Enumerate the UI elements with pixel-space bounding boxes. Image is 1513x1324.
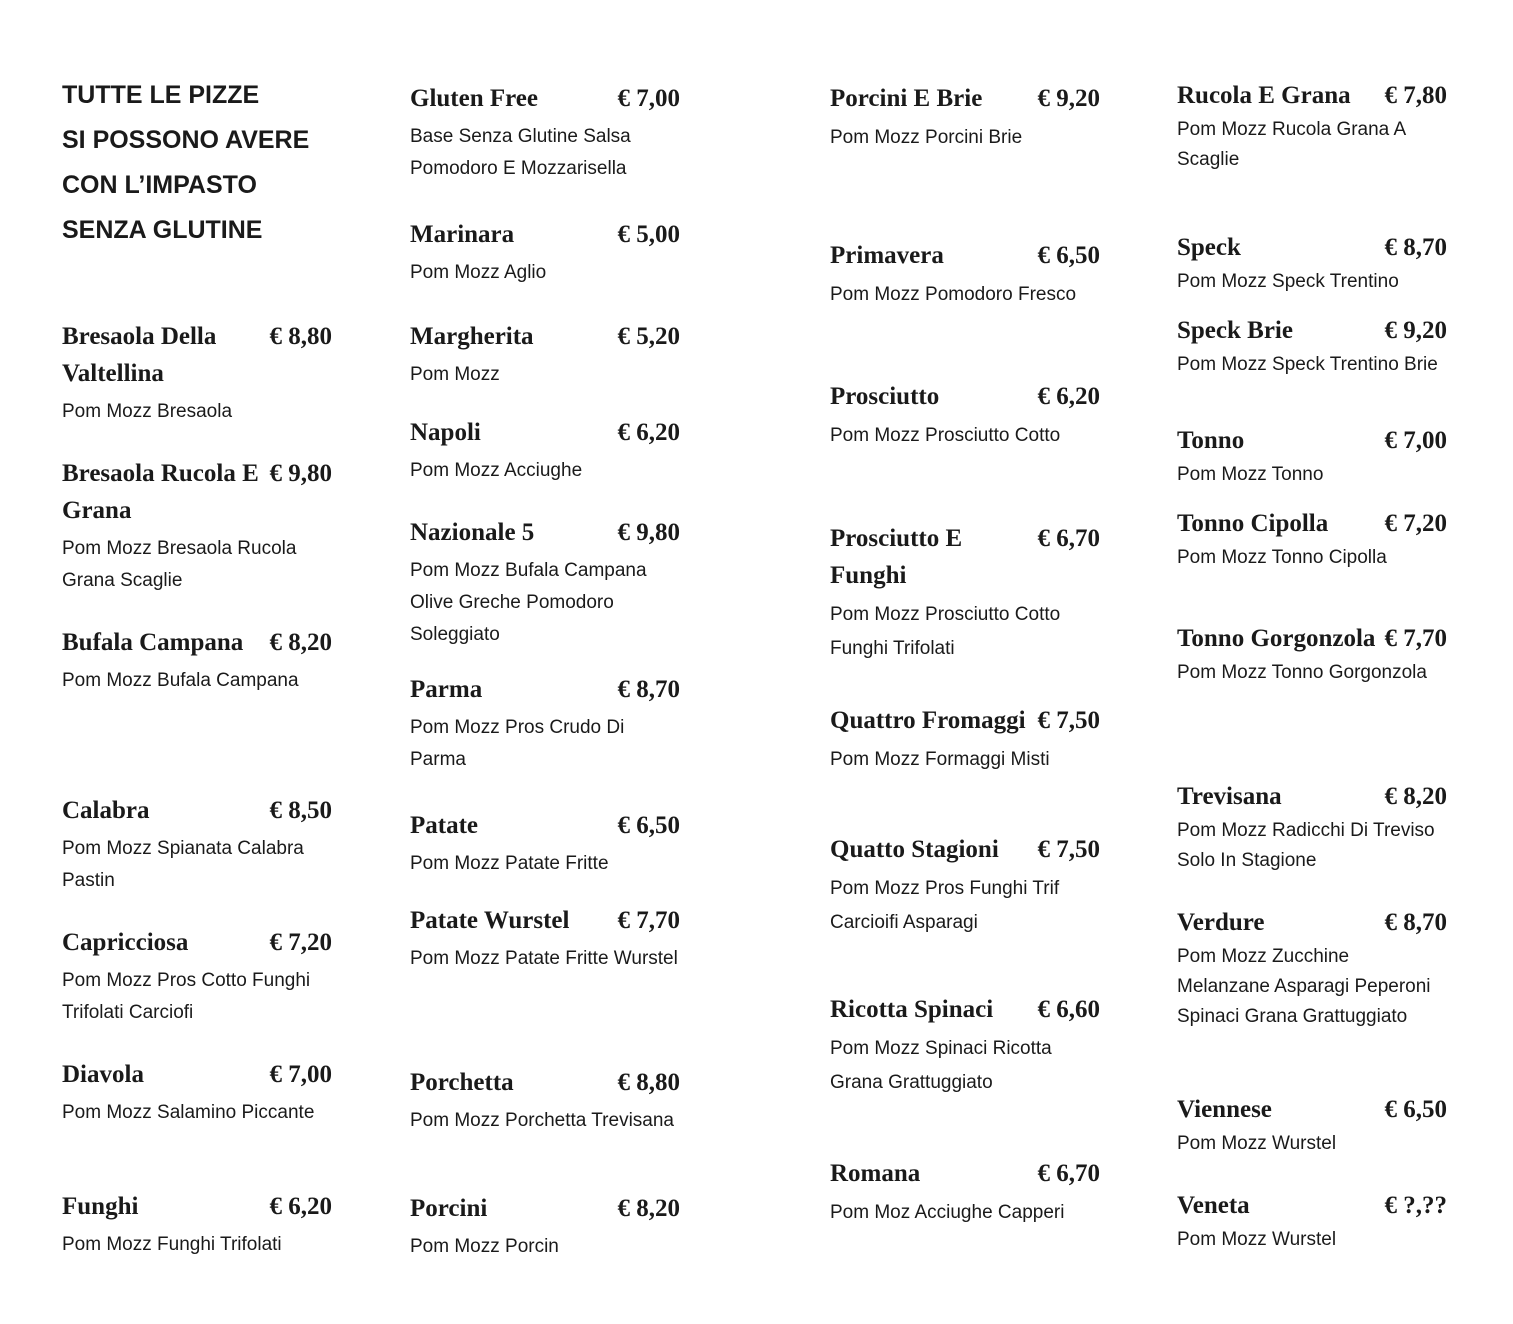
notice-line: SENZA GLUTINE (62, 216, 263, 244)
pizza-name: Tonno Gorgonzola (1177, 625, 1376, 652)
menu-item (830, 831, 1100, 940)
notice-line: TUTTE LE PIZZE (62, 81, 260, 109)
menu-item-header (830, 702, 1100, 739)
pizza-price: € 9,20 (1037, 85, 1100, 112)
menu-item (830, 80, 1100, 155)
menu-item (410, 1064, 680, 1137)
pizza-price: € 6,50 (1037, 242, 1100, 269)
menu-item-header (410, 671, 680, 708)
pizza-name: Nazionale 5 (410, 519, 535, 546)
menu-item-header (410, 318, 680, 355)
pizza-name: Speck Brie (1177, 317, 1293, 344)
pizza-name: Quatto Stagioni (830, 836, 999, 863)
menu-item (410, 671, 680, 776)
pizza-name: Gluten Free (410, 85, 538, 112)
menu-item-header (62, 318, 332, 392)
pizza-ingredients: Pom Mozz Wurstel (1177, 1229, 1337, 1250)
pizza-ingredients: Pom Mozz Patate Fritte (410, 853, 609, 874)
pizza-ingredients: Pom Mozz Radicchi Di Treviso Solo In Stagione (1177, 820, 1435, 871)
pizza-ingredients: Pom Mozz Salamino Piccante (62, 1102, 315, 1123)
pizza-price: € 9,80 (617, 519, 680, 546)
menu-item-header (62, 624, 332, 661)
pizza-name: Trevisana (1177, 783, 1282, 810)
menu-item-header (62, 924, 332, 961)
menu-item (1177, 907, 1447, 1032)
pizza-name: Patate Wurstel (410, 907, 570, 934)
pizza-price: € ?,?? (1384, 1192, 1447, 1219)
pizza-price: € 6,50 (617, 812, 680, 839)
menu-item-header (410, 80, 680, 117)
pizza-name: Rucola E Grana (1177, 82, 1351, 109)
pizza-name: Napoli (410, 419, 481, 446)
pizza-name: Bresaola Rucola E Grana (62, 460, 259, 524)
pizza-name: Margherita (410, 323, 534, 350)
pizza-price: € 7,70 (1384, 625, 1447, 652)
pizza-name: Porcini E Brie (830, 85, 983, 112)
menu-item (410, 216, 680, 289)
menu-item-header (410, 1190, 680, 1227)
menu-item-header (410, 807, 680, 844)
menu-item-header (830, 520, 1100, 594)
menu-item-header (830, 1155, 1100, 1192)
pizza-price: € 8,20 (1384, 783, 1447, 810)
pizza-price: € 6,50 (1384, 1096, 1447, 1123)
pizza-name: Funghi (62, 1193, 139, 1220)
menu-item (62, 924, 332, 1029)
menu-item (62, 455, 332, 597)
pizza-price: € 7,00 (269, 1061, 332, 1088)
menu-item-header (1177, 508, 1447, 539)
pizza-price: € 7,50 (1037, 707, 1100, 734)
menu-item-header (62, 1056, 332, 1093)
pizza-ingredients: Pom Mozz Speck Trentino (1177, 271, 1399, 292)
pizza-price: € 8,20 (617, 1195, 680, 1222)
menu-item-header (410, 216, 680, 253)
menu-item (1177, 508, 1447, 573)
pizza-ingredients: Pom Mozz Speck Trentino Brie (1177, 354, 1438, 375)
menu-item-header (1177, 315, 1447, 346)
pizza-name: Calabra (62, 797, 150, 824)
menu-item-header (1177, 781, 1447, 812)
menu-item (410, 1190, 680, 1263)
gluten-free-notice (62, 73, 362, 253)
pizza-ingredients: Pom Mozz (410, 364, 500, 385)
pizza-ingredients: Pom Mozz Zucchine Melanzane Asparagi Peperoni Spinaci Grana Grattuggiato (1177, 946, 1431, 1027)
pizza-price: € 7,70 (617, 907, 680, 934)
menu-item (1177, 315, 1447, 380)
menu-item (410, 318, 680, 391)
pizza-name: Prosciutto (830, 383, 940, 410)
pizza-price: € 6,20 (1037, 383, 1100, 410)
menu-item-header (1177, 232, 1447, 263)
pizza-name: Parma (410, 676, 483, 703)
pizza-ingredients: Pom Mozz Prosciutto Cotto Funghi Trifolati (830, 604, 1061, 659)
menu-item-header (830, 991, 1100, 1028)
menu-item (830, 520, 1100, 666)
pizza-name: Patate (410, 812, 479, 839)
pizza-price: € 8,70 (1384, 909, 1447, 936)
pizza-ingredients: Pom Mozz Tonno Gorgonzola (1177, 662, 1427, 683)
pizza-ingredients: Pom Mozz Spinaci Ricotta Grana Grattuggiato (830, 1038, 1052, 1093)
menu-item (62, 318, 332, 428)
pizza-ingredients: Pom Mozz Pros Funghi Trif Carcioifi Asparagi (830, 878, 1060, 933)
pizza-price: € 6,70 (1037, 525, 1100, 552)
pizza-price: € 7,20 (1384, 510, 1447, 537)
menu-item-header (1177, 623, 1447, 654)
pizza-name: Quattro Fromaggi (830, 707, 1026, 734)
menu-item-header (410, 902, 680, 939)
menu-item-header (1177, 1094, 1447, 1125)
menu-item-header (1177, 80, 1447, 111)
pizza-price: € 8,50 (269, 797, 332, 824)
menu-item (830, 378, 1100, 453)
notice-line: SI POSSONO AVERE (62, 126, 310, 154)
pizza-name: Porcini (410, 1195, 488, 1222)
pizza-ingredients: Pom Mozz Porcin (410, 1236, 559, 1257)
menu-item-header (410, 1064, 680, 1101)
pizza-ingredients: Pom Mozz Rucola Grana A Scaglie (1177, 119, 1406, 170)
menu-item (830, 991, 1100, 1100)
menu-item (1177, 623, 1447, 688)
menu-item-header (410, 414, 680, 451)
menu-item-header (1177, 425, 1447, 456)
pizza-ingredients: Pom Mozz Formaggi Misti (830, 749, 1050, 770)
pizza-name: Viennese (1177, 1096, 1272, 1123)
pizza-name: Bufala Campana (62, 629, 244, 656)
pizza-price: € 9,80 (269, 460, 332, 487)
pizza-ingredients: Pom Mozz Pros Crudo Di Parma (410, 717, 625, 770)
pizza-price: € 8,80 (617, 1069, 680, 1096)
menu-item (1177, 80, 1447, 175)
pizza-price: € 5,00 (617, 221, 680, 248)
pizza-ingredients: Pom Mozz Pros Cotto Funghi Trifolati Carciofi (62, 970, 311, 1023)
pizza-name: Speck (1177, 234, 1241, 261)
menu-item (1177, 232, 1447, 297)
pizza-ingredients: Pom Mozz Bresaola (62, 401, 233, 422)
pizza-ingredients: Pom Mozz Tonno Cipolla (1177, 547, 1387, 568)
pizza-price: € 8,70 (617, 676, 680, 703)
menu-item-header (62, 455, 332, 529)
menu-item-header (1177, 907, 1447, 938)
pizza-price: € 8,70 (1384, 234, 1447, 261)
pizza-name: Marinara (410, 221, 515, 248)
pizza-ingredients: Pom Mozz Acciughe (410, 460, 583, 481)
pizza-price: € 7,00 (1384, 427, 1447, 454)
notice-line: CON L’IMPASTO (62, 171, 257, 199)
pizza-name: Diavola (62, 1061, 144, 1088)
pizza-price: € 8,80 (269, 323, 332, 350)
pizza-price: € 6,70 (1037, 1160, 1100, 1187)
menu-item-header (1177, 1190, 1447, 1221)
pizza-name: Bresaola Della Valtellina (62, 323, 217, 387)
menu-item (62, 792, 332, 897)
pizza-price: € 8,20 (269, 629, 332, 656)
menu-item (830, 702, 1100, 777)
menu-item (410, 902, 680, 975)
menu-item (410, 807, 680, 880)
menu-item (62, 1188, 332, 1261)
menu-item-header (410, 514, 680, 551)
menu-item (62, 1056, 332, 1129)
menu-item (62, 624, 332, 697)
pizza-ingredients: Base Senza Glutine Salsa Pomodoro E Mozzarisella (410, 126, 631, 179)
menu-item (830, 1155, 1100, 1230)
pizza-price: € 6,20 (617, 419, 680, 446)
pizza-name: Veneta (1177, 1192, 1250, 1219)
pizza-price: € 9,20 (1384, 317, 1447, 344)
menu-item (410, 80, 680, 185)
pizza-price: € 6,60 (1037, 996, 1100, 1023)
menu-item (410, 514, 680, 651)
menu-item-header (830, 831, 1100, 868)
pizza-ingredients: Pom Mozz Prosciutto Cotto (830, 425, 1061, 446)
menu-item (1177, 1190, 1447, 1255)
pizza-price: € 7,20 (269, 929, 332, 956)
pizza-ingredients: Pom Mozz Patate Fritte Wurstel (410, 948, 678, 969)
pizza-ingredients: Pom Mozz Aglio (410, 262, 547, 283)
pizza-ingredients: Pom Mozz Funghi Trifolati (62, 1234, 282, 1255)
menu-item (830, 237, 1100, 312)
pizza-ingredients: Pom Moz Acciughe Capperi (830, 1202, 1065, 1223)
pizza-ingredients: Pom Mozz Bufala Campana (62, 670, 299, 691)
menu-item (1177, 1094, 1447, 1159)
pizza-ingredients: Pom Mozz Porcini Brie (830, 127, 1023, 148)
menu-item-header (62, 1188, 332, 1225)
pizza-ingredients: Pom Mozz Pomodoro Fresco (830, 284, 1077, 305)
pizza-name: Verdure (1177, 909, 1265, 936)
pizza-ingredients: Pom Mozz Tonno (1177, 464, 1324, 485)
menu-item-header (830, 80, 1100, 117)
menu-item (410, 414, 680, 487)
pizza-name: Capricciosa (62, 929, 189, 956)
pizza-ingredients: Pom Mozz Porchetta Trevisana (410, 1110, 674, 1131)
pizza-name: Prosciutto E Funghi (830, 525, 963, 589)
menu-item-header (830, 378, 1100, 415)
pizza-price: € 7,00 (617, 85, 680, 112)
pizza-ingredients: Pom Mozz Bresaola Rucola Grana Scaglie (62, 538, 297, 591)
pizza-price: € 6,20 (269, 1193, 332, 1220)
pizza-ingredients: Pom Mozz Wurstel (1177, 1133, 1337, 1154)
pizza-ingredients: Pom Mozz Bufala Campana Olive Greche Pomodoro Soleggiato (410, 560, 647, 645)
pizza-ingredients: Pom Mozz Spianata Calabra Pastin (62, 838, 304, 891)
pizza-name: Romana (830, 1160, 921, 1187)
pizza-name: Tonno Cipolla (1177, 510, 1329, 537)
pizza-price: € 7,80 (1384, 82, 1447, 109)
pizza-name: Ricotta Spinaci (830, 996, 994, 1023)
menu-item (1177, 781, 1447, 876)
pizza-price: € 7,50 (1037, 836, 1100, 863)
pizza-name: Porchetta (410, 1069, 514, 1096)
pizza-price: € 5,20 (617, 323, 680, 350)
menu-item (1177, 425, 1447, 490)
menu-item-header (62, 792, 332, 829)
pizza-name: Primavera (830, 242, 944, 269)
pizza-name: Tonno (1177, 427, 1245, 454)
menu-item-header (830, 237, 1100, 274)
